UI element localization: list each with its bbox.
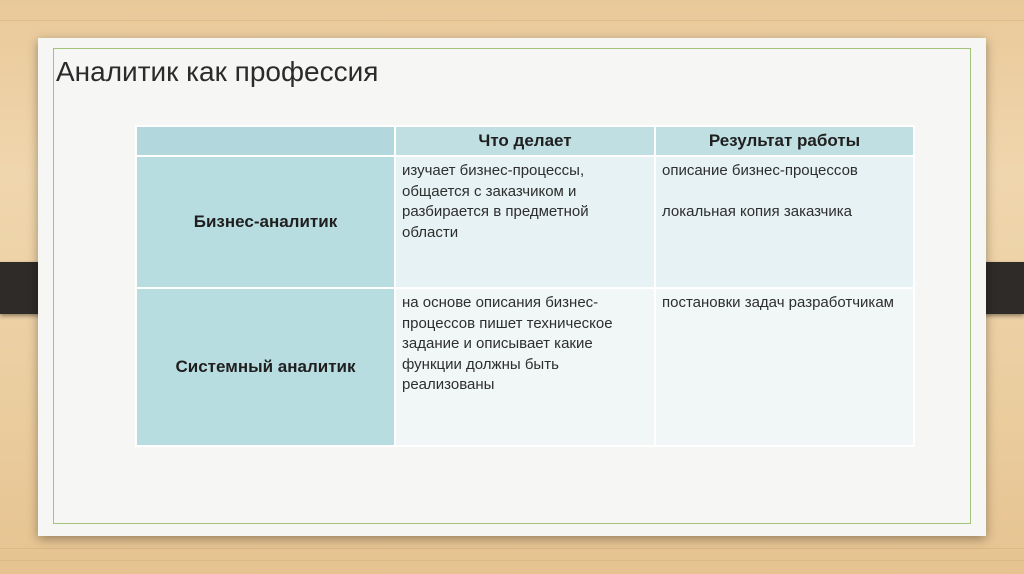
slide-title: Аналитик как профессия: [56, 56, 379, 87]
table-row: [136, 288, 914, 446]
header-corner-cell: [136, 126, 395, 156]
analyst-roles-table: [135, 125, 915, 447]
cell-system-analyst-results: [655, 288, 914, 446]
cell-business-analyst-does: изучает бизнес-процессы, общается с заказчиком и разбирается в предметной области: [395, 156, 655, 288]
table-row: [136, 156, 914, 288]
header-work-result: Результат работы: [655, 126, 914, 156]
table-header-row: [136, 126, 914, 156]
row-header-business-analyst: Бизнес-аналитик: [136, 156, 395, 288]
header-what-it-does: Что делает: [395, 126, 655, 156]
result-item: локальная копия заказчика: [662, 202, 852, 220]
row-header-system-analyst: Системный аналитик: [136, 288, 395, 446]
result-item: постановки задач разработчикам: [662, 294, 894, 311]
cell-system-analyst-does: на основе описания бизнес-процессов пишет техническое задание и описывает какие функции должны быть реализованы: [395, 288, 655, 446]
result-item: описание бизнес-процессов: [662, 162, 858, 179]
cell-business-analyst-results: [655, 156, 914, 288]
